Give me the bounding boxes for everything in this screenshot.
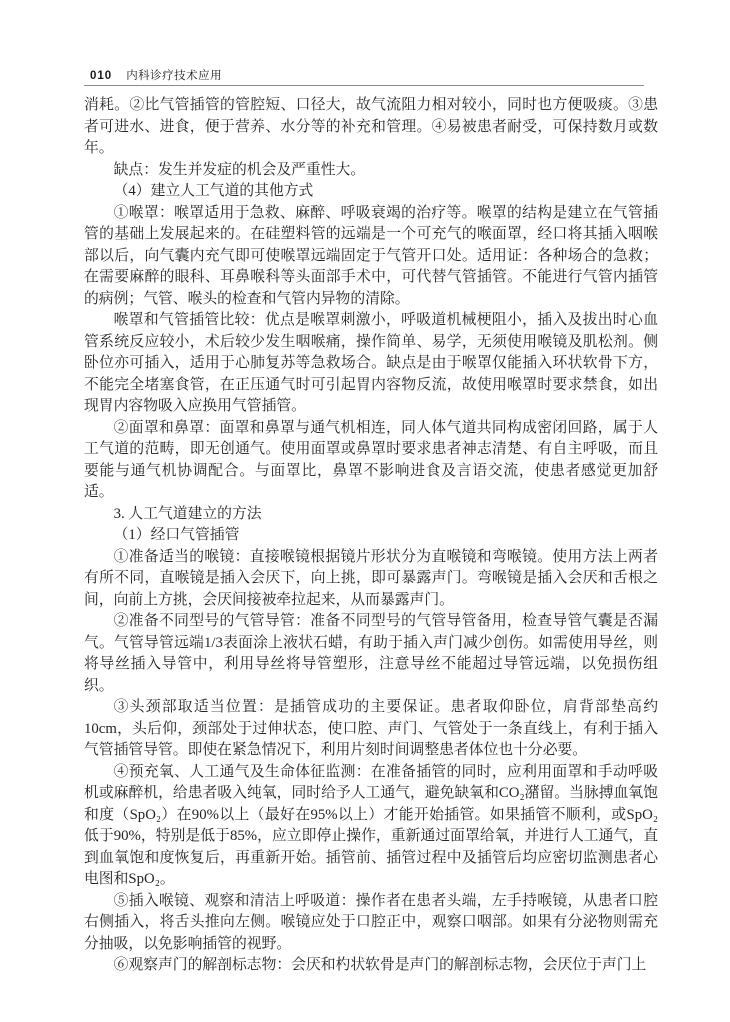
paragraph: ①准备适当的喉镜：直接喉镜根据镜片形状分为直喉镜和弯喉镜。使用方法上两者有所不同，直喉镜是插入会厌下，向上挑，即可暴露声门。弯喉镜是插入会厌和舌根之间，向前上方挑，会厌间接被牵拉起来，从而暴露声门。 xyxy=(84,548,658,608)
paragraph: 缺点：发生并发症的机会及严重性大。 xyxy=(113,161,366,178)
paragraph: ②准备不同型号的气管导管：准备不同型号的气管导管备用，检查导管气囊是否漏气。气管导管远端1/3表面涂上液状石蜡，有助于插入声门减少创伤。如需使用导丝，则将导丝插入导管中，利用导丝将导管塑形，注意导丝不能超过导管远端，以免损伤组织。 xyxy=(84,613,658,694)
paragraph: 喉罩和气管插管比较：优点是喉罩刺激小，呼吸道机械梗阻小，插入及拔出时心血管系统反应较小，术后较少发生咽喉痛，操作简单、易学，无须使用喉镜及肌松剂。侧卧位亦可插入，适用于心肺复苏等急救场合。缺点是由于喉罩仅能插入环状软骨下方，不能完全堵塞食管，在正压通气时可引起胃内容物反流，故使用喉罩时要求禁食，如出现胃内容物吸入应换用气管插管。 xyxy=(84,312,658,414)
header-divider xyxy=(84,85,644,86)
subsection-heading: （1）经口气管插管 xyxy=(113,527,240,543)
paragraph: （4）建立人工气道的其他方式 xyxy=(113,183,314,199)
paragraph: ⑥观察声门的解剖标志物：会厌和杓状软骨是声门的解剖标志物，会厌位于声门上 xyxy=(113,957,647,973)
running-head xyxy=(90,67,222,83)
body-text xyxy=(84,95,658,977)
paragraph: ①喉罩：喉罩适用于急救、麻醉、呼吸衰竭的治疗等。喉罩的结构是建立在气管插管的基础上发展起来的。在硅塑料管的远端是一个可充气的喉面罩，经口将其插入咽喉部以后，向气囊内充气即可使喉罩远端固定于气管开口处。适用证：各种场合的急救；在需要麻醉的眼科、耳鼻喉科等头面部手术中，可代替气管插管。不能进行气管内插管的病例；气管、喉头的检查和气管内异物的清除。 xyxy=(84,204,658,307)
paragraph: 消耗。②比气管插管的管腔短、口径大，故气流阻力相对较小，同时也方便吸痰。③患者可进水、进食，便于营养、水分等的补充和管理。④易被患者耐受，可保持数月或数年。 xyxy=(84,97,658,156)
paragraph: ⑤插入喉镜、观察和清洁上呼吸道：操作者在患者头端，左手持喉镜，从患者口腔右侧插入，将舌头推向左侧。喉镜应处于口腔正中，观察口咽部。如果有分泌物则需充分抽吸，以免影响插管的视野。 xyxy=(84,892,658,952)
paragraph: ④预充氧、人工通气及生命体征监测：在准备插管的同时，应利用面罩和手动呼吸机或麻醉机，给患者吸入纯氧，同时给予人工通气，避免缺氧和CO₂潴留。当脉搏血氧饱和度（SpO₂）在90%以上（最好在95%以上）才能开始插管。如果插管不顺利，或SpO₂低于90%，特别是低于85%，应立即停止操作，重新通过面罩给氧，并进行人工通气，直到血氧饱和度恢复后，再重新开始。插管前、插管过程中及插管后均应密切监测患者心电图和SpO₂。 xyxy=(84,763,658,887)
paragraph: ③头颈部取适当位置：是插管成功的主要保证。患者取仰卧位，肩背部垫高约10cm，头后仰，颈部处于过伸状态，使口腔、声门、气管处于一条直线上，有利于插入气管插管导管。即使在紧急情况下，利用片刻时间调整患者体位也十分必要。 xyxy=(84,699,658,758)
section-heading: 3. 人工气道建立的方法 xyxy=(113,505,262,522)
chapter-title: 内科诊疗技术应用 xyxy=(126,70,223,82)
page-number: 010 xyxy=(90,70,113,82)
paragraph: ②面罩和鼻罩：面罩和鼻罩与通气机相连，同人体气道共同构成密闭回路，属于人工气道的范畴，即无创通气。使用面罩或鼻罩时要求患者神志清楚、有自主呼吸，而且要能与通气机协调配合。与面罩比，鼻罩不影响进食及言语交流，使患者感觉更加舒适。 xyxy=(84,419,658,500)
